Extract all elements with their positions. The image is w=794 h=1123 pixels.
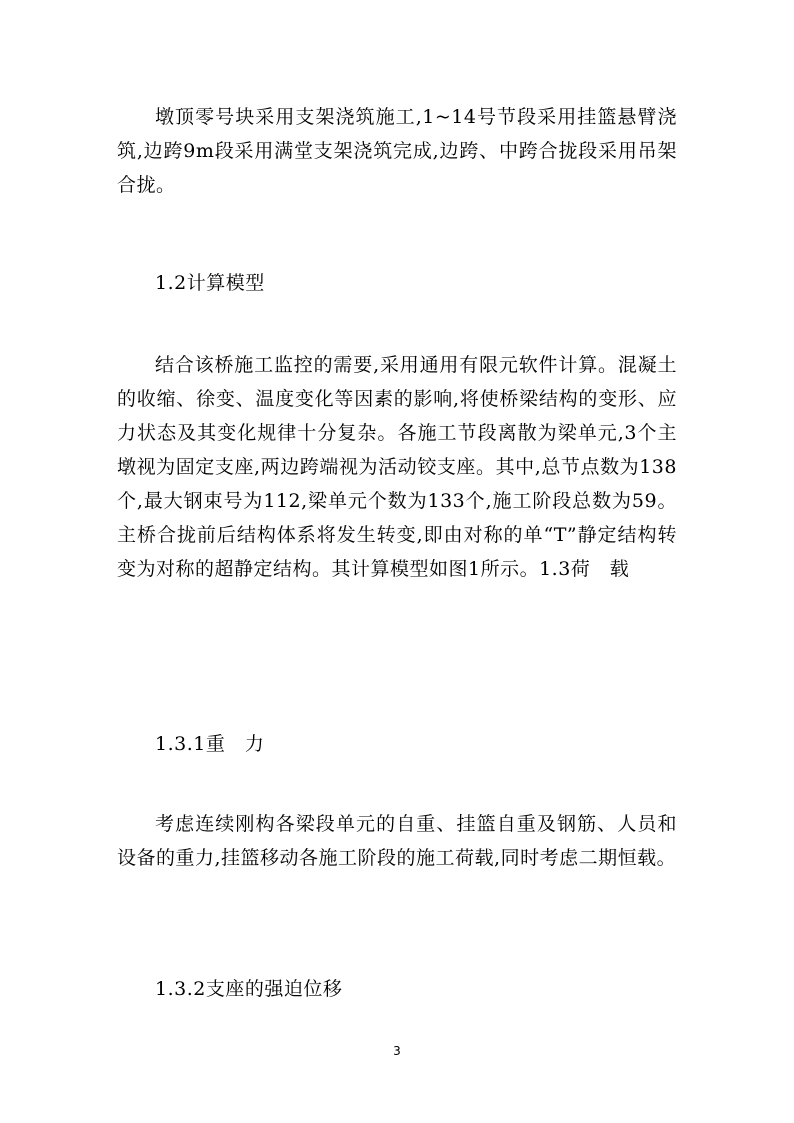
page-number: 3 <box>393 1044 401 1058</box>
section-heading-calculation-model: 1.2计算模型 <box>155 272 265 294</box>
paragraph-calculation-model: 结合该桥施工监控的需要,采用通用有限元软件计算。混凝土的收缩、徐变、温度变化等因素的影响,将使桥梁结构的变形、应力状态及其变化规律十分复杂。各施工节段离散为梁单元,3个主墩视为固定支座,两边跨端视为活动铰支座。其中,总节点数为138个,最大钢束号为112,梁单元个数为133个,施工阶段总数为59。主桥合拢前后结构体系将发生转变,即由对称的单“T”静定结构转变为对称的超静定结构。其计算模型如图1所示。1.3荷 载 <box>117 354 677 580</box>
section-heading-support-displacement: 1.3.2支座的强迫位移 <box>155 978 343 1000</box>
paragraph-construction-method: 墩顶零号块采用支架浇筑施工,1~14号节段采用挂篮悬臂浇筑,边跨9m段采用满堂支架浇筑完成,边跨、中跨合拢段采用吊架合拢。 <box>117 106 677 196</box>
section-heading-gravity: 1.3.1重 力 <box>155 733 265 755</box>
paragraph-gravity-loads: 考虑连续刚构各梁段单元的自重、挂篮自重及钢筋、人员和设备的重力,挂篮移动各施工阶段的施工荷载,同时考虑二期恒载。 <box>117 813 677 869</box>
